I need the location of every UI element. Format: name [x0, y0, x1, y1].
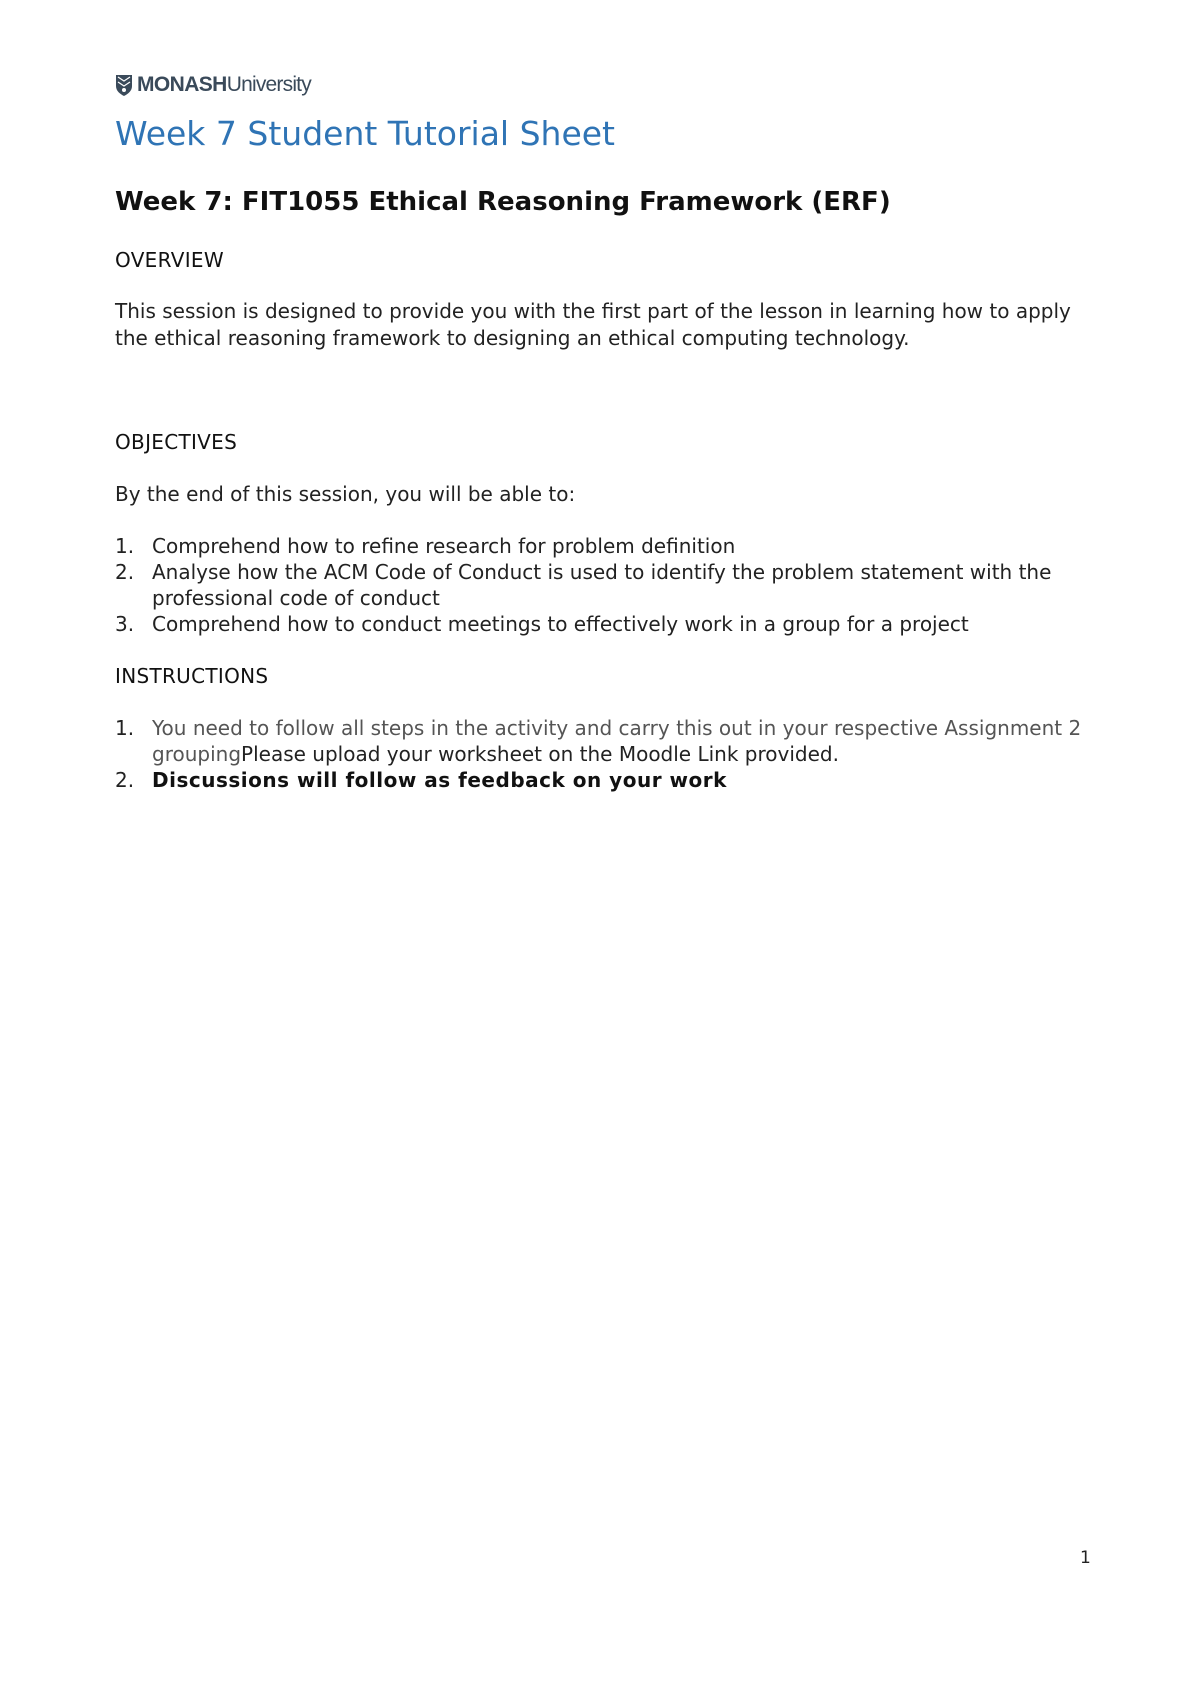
list-item: [115, 559, 1095, 611]
objectives-heading: OBJECTIVES: [115, 430, 238, 454]
list-item-number: 2.: [115, 768, 135, 792]
document-subtitle: Week 7: FIT1055 Ethical Reasoning Framework (ERF): [115, 187, 891, 217]
monash-crest-icon: [115, 73, 133, 97]
logo-brand-bold: MONASH: [137, 73, 227, 96]
instructions-list: [115, 715, 1095, 793]
list-item-number: 2.: [115, 560, 135, 584]
document-title: Week 7 Student Tutorial Sheet: [115, 114, 615, 153]
objectives-list: [115, 533, 1095, 637]
list-item-text: [152, 715, 1095, 767]
list-item-number: 3.: [115, 612, 135, 636]
list-item: [115, 611, 1095, 637]
list-item-text: Discussions will follow as feedback on your work: [152, 768, 727, 792]
monash-logo: [115, 72, 311, 98]
instruction-text-grey: You need to follow all steps in the activity and carry this out in your respective Assignment 2 grouping: [152, 716, 1082, 766]
page-number: 1: [1080, 1548, 1091, 1568]
instruction-text-dark: Please upload your worksheet on the Moodle Link provided.: [241, 742, 839, 766]
list-item: [115, 533, 1095, 559]
list-item-text: Comprehend how to refine research for problem definition: [152, 534, 736, 558]
list-item: [115, 767, 1095, 793]
list-item-number: 1.: [115, 534, 135, 558]
overview-heading: OVERVIEW: [115, 248, 224, 272]
list-item-text: Analyse how the ACM Code of Conduct is used to identify the problem statement with the professional code of conduct: [152, 560, 1052, 610]
list-item-text: Comprehend how to conduct meetings to effectively work in a group for a project: [152, 612, 969, 636]
list-item: [115, 715, 1095, 767]
logo-brand-light: University: [226, 73, 311, 96]
list-item-number: 1.: [115, 716, 135, 740]
instructions-heading: INSTRUCTIONS: [115, 664, 269, 688]
overview-text: This session is designed to provide you with the first part of the lesson in learning how to apply the ethical reasoning framework to designing an ethical computing technology.: [115, 299, 1071, 350]
objectives-intro: By the end of this session, you will be able to:: [115, 482, 576, 506]
